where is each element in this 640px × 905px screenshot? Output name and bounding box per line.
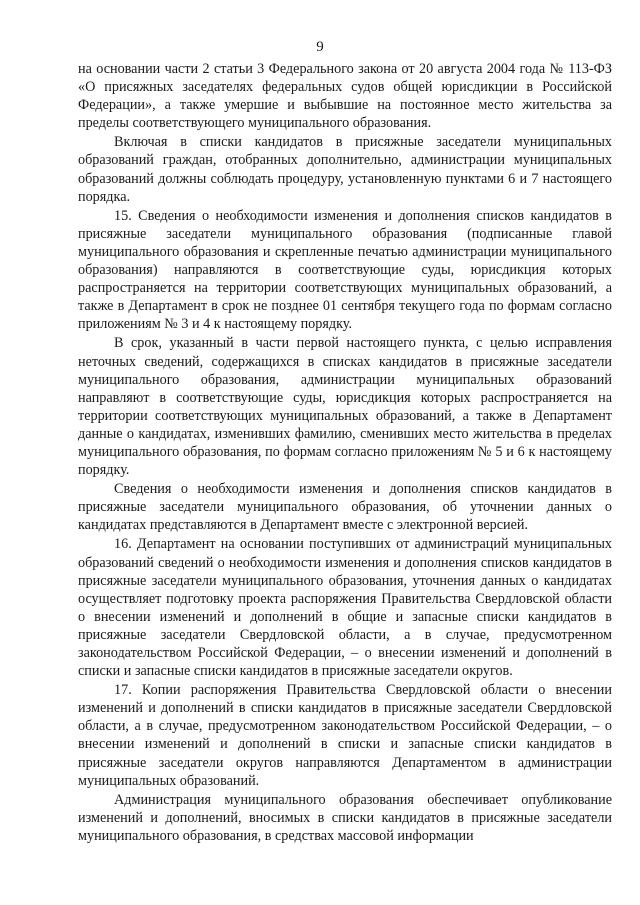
paragraph-item-15-electronic: Сведения о необходимости изменения и дополнения списков кандидатов в присяжные заседатели муниципального образования, об уточнении данных о кандидатах представляются в Департамент вместе с электронной версией. [78, 481, 612, 534]
paragraph-candidates-procedure: Включая в списки кандидатов в присяжные заседатели муниципальных образований граждан, отобранных дополнительно, администрации муниципальных образований должны соблюдать процедуру, установленную пунктами 6 и 7 настоящего порядка. [78, 134, 612, 205]
page-number: 9 [316, 39, 324, 55]
paragraph-publication: Администрация муниципального образования обеспечивает опубликование изменений и дополнений, вносимых в списки кандидатов в присяжные заседатели муниципального образования, в средствах массовой информации [78, 791, 612, 844]
paragraph-item-17: 17. Копии распоряжения Правительства Свердловской области о внесении изменений и дополнений в списки кандидатов в присяжные заседатели Свердловской области, а в случае, предусмотренном законодательством Российской Федерации, – о внесении изменений и дополнений в списки и запасные списки кандидатов в присяжные заседатели округов направляются Департаментом в администрации муниципальных образований. [78, 682, 612, 789]
paragraph-continuation: на основании части 2 статьи 3 Федерального закона от 20 августа 2004 года № 113-ФЗ «О присяжных заседателях федеральных судов общей юрисдикции в Российской Федерации», а также умершие и выбывшие на постоянное место жительства за пределы соответствующего муниципального образования. [78, 61, 612, 132]
paragraph-item-16: 16. Департамент на основании поступивших от администраций муниципальных образований сведений о необходимости изменения и дополнения списков кандидатов в присяжные заседатели муниципального образования, уточнения данных о кандидатах осуществляет подготовку проекта распоряжения Правительства Свердловской области о внесении изменений и дополнений в общие и запасные списки кандидатов в присяжные заседатели Свердловской области, а в случае, предусмотренном законодательством Российской Федерации, – о внесении изменений и дополнений в списки и запасные списки кандидатов в присяжные заседатели округов. [78, 536, 612, 680]
paragraph-item-15-correction: В срок, указанный в части первой настоящего пункта, с целью исправления неточных сведений, содержащихся в списках кандидатов в присяжные заседатели муниципального образования, администрации муниципальных образований направляют в соответствующие суды, юрисдикция которых распространяется на территории соответствующих муниципальных образований, а также в Департамент данные о кандидатах, изменивших фамилию, сменивших место жительства в пределах муниципального образования, по формам согласно приложениям № 5 и 6 к настоящему порядку. [78, 335, 612, 479]
document-body [78, 60, 612, 846]
paragraph-item-15: 15. Сведения о необходимости изменения и дополнения списков кандидатов в присяжные заседатели муниципального образования (подписанные главой муниципального образования и скрепленные печатью администрации муниципального образования) направляются в соответствующие суды, юрисдикция которых распространяется на территории соответствующих муниципальных образований, а также в Департамент в срок не позднее 01 сентября текущего года по формам согласно приложениям № 3 и 4 к настоящему порядку. [78, 207, 612, 333]
